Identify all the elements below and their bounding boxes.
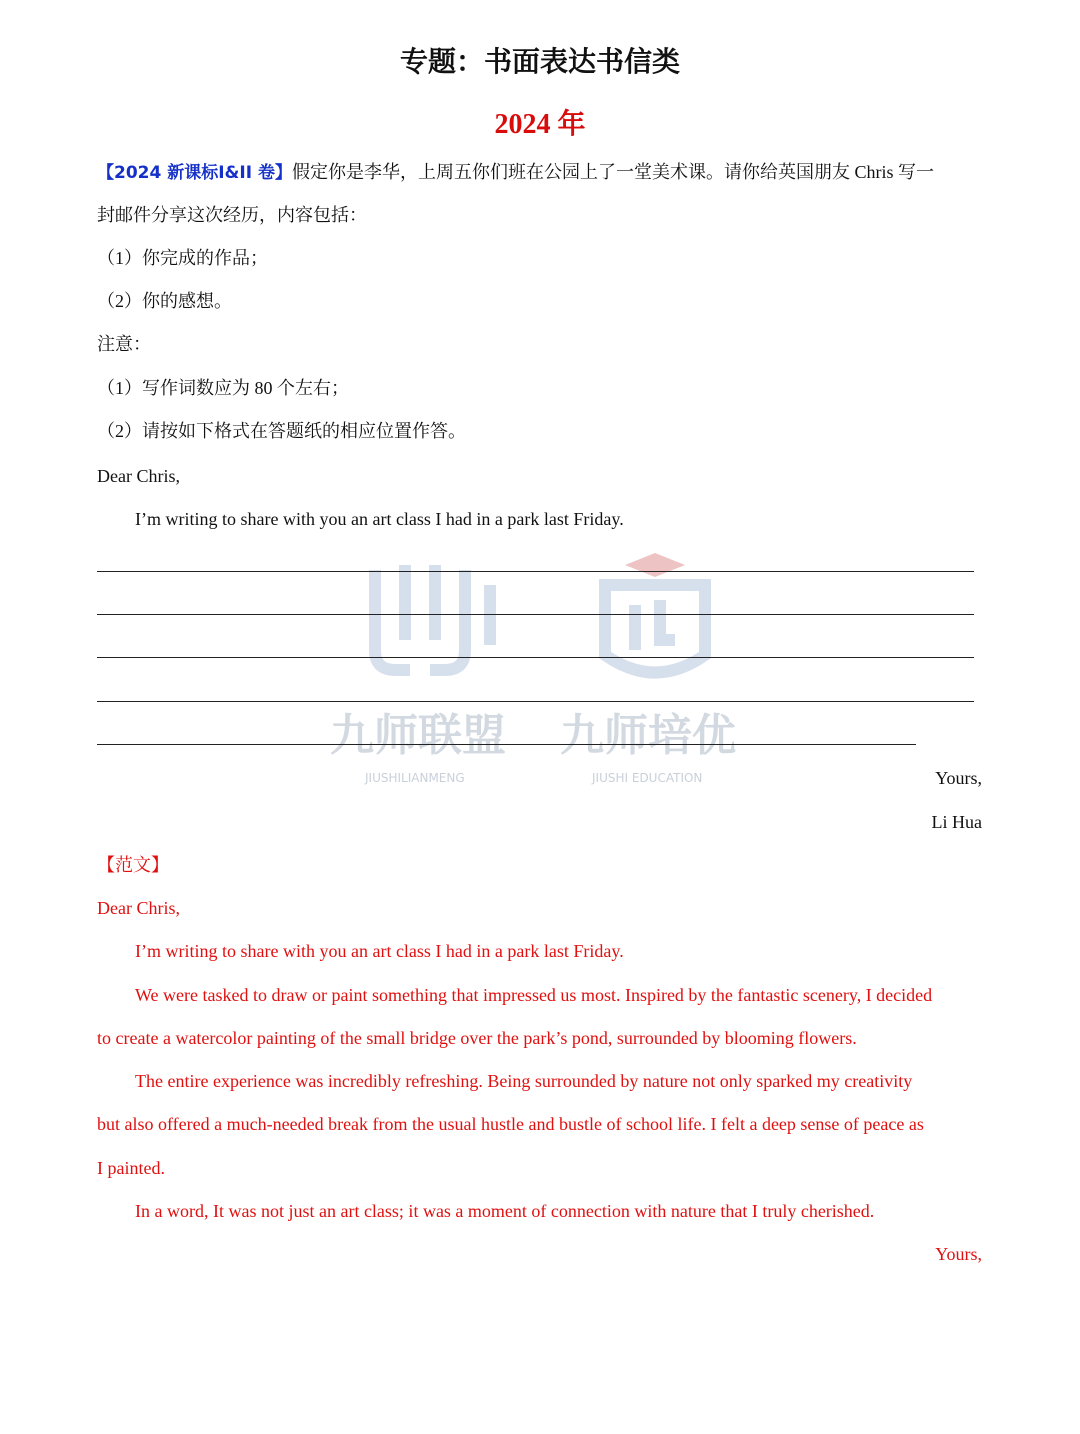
letter-opening: I’m writing to share with you an art class I had in a park last Friday. — [135, 509, 624, 529]
letter-closing: Yours, — [935, 768, 982, 788]
task-item-2: （2）你的感想。 — [97, 291, 232, 311]
answer-line — [97, 744, 916, 745]
sample-salutation: Dear Chris, — [97, 898, 180, 918]
note-2: （2）请按如下格式在答题纸的相应位置作答。 — [97, 421, 466, 441]
sample-essay-label: 【范文】 — [97, 855, 169, 875]
watermark-logo — [330, 545, 760, 790]
watermark-right-en: JIUSHI EDUCATION — [592, 771, 703, 785]
sample-paragraph-3-line-2: but also offered a much-needed break from the usual hustle and bustle of school life. I felt a deep sense of peace as — [97, 1114, 924, 1134]
watermark-right-cn: 九师培优 — [560, 710, 736, 761]
answer-line — [97, 614, 974, 615]
sample-paragraph-1: I’m writing to share with you an art class I had in a park last Friday. — [135, 941, 624, 961]
task-prompt-text: 假定你是李华，上周五你们班在公园上了一堂美术课。请你给英国朋友 Chris 写一 — [291, 162, 934, 182]
page-title: 专题：书面表达书信类 — [399, 45, 680, 78]
sample-closing: Yours, — [935, 1244, 982, 1264]
letter-signature: Li Hua — [931, 812, 982, 832]
note-label: 注意： — [97, 334, 151, 354]
year-heading: 2024 年 — [494, 109, 586, 140]
task-prompt-line-2: 封邮件分享这次经历，内容包括： — [97, 205, 367, 225]
watermark-left-cn: 九师联盟 — [330, 710, 506, 761]
answer-line — [97, 657, 974, 658]
answer-line — [97, 571, 974, 572]
watermark-left-en: JIUSHILIANMENG — [365, 771, 465, 785]
sample-paragraph-2-line-2: to create a watercolor painting of the small bridge over the park’s pond, surrounded by blooming flowers. — [97, 1028, 857, 1048]
answer-line — [97, 701, 974, 702]
note-1: （1）写作词数应为 80 个左右； — [97, 378, 349, 398]
task-item-1: （1）你完成的作品； — [97, 248, 268, 268]
exam-source-tag: 【2024 新课标I&II 卷】 — [97, 163, 292, 183]
sample-paragraph-3-line-1: The entire experience was incredibly refreshing. Being surrounded by nature not only sparked my creativity — [135, 1071, 913, 1091]
task-prompt-line-1 — [97, 158, 934, 187]
sample-paragraph-4: In a word, It was not just an art class; it was a moment of connection with nature that I truly cherished. — [135, 1201, 875, 1221]
sample-paragraph-3-line-3: I painted. — [97, 1158, 165, 1178]
sample-paragraph-2-line-1: We were tasked to draw or paint something that impressed us most. Inspired by the fantastic scenery, I decided — [135, 985, 933, 1005]
letter-salutation: Dear Chris, — [97, 466, 180, 486]
